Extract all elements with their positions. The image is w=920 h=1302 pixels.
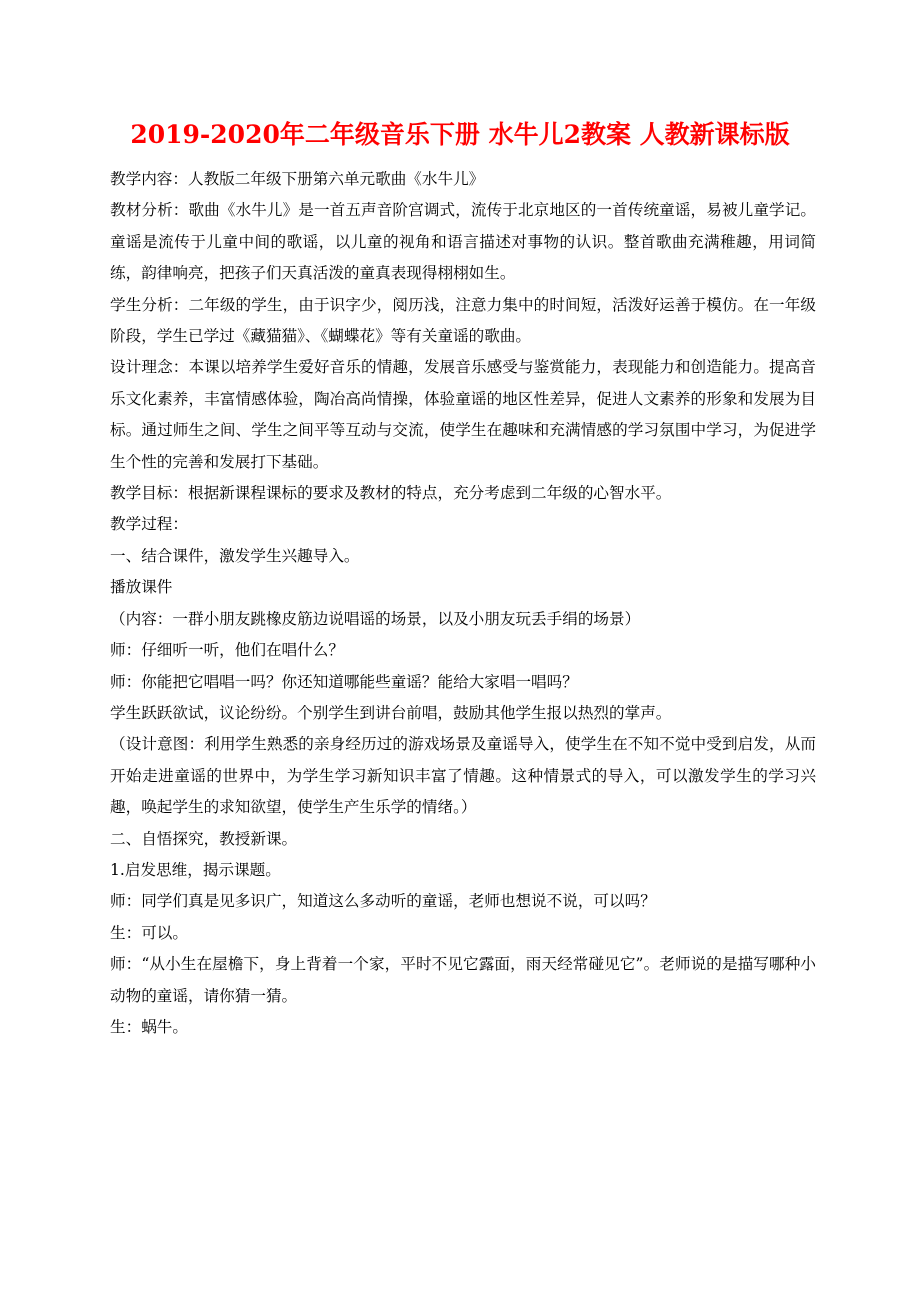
paragraph-courseware-content: （内容：一群小朋友跳橡皮筋边说唱谣的场景，以及小朋友玩丢手绢的场景）: [110, 609, 641, 628]
paragraph-teaching-goal: 教学目标：根据新课程课标的要求及教材的特点，充分考虑到二年级的心智水平。: [110, 484, 672, 503]
document-body: [110, 164, 816, 1043]
paragraph-play-courseware: 播放课件: [110, 578, 173, 597]
paragraph-material-analysis: 教材分析：歌曲《水牛儿》是一首五声音阶宫调式，流传于北京地区的一首传统童谣，易被儿童学记。童谣是流传于儿童中间的歌谣，以儿童的视角和语言描述对事物的认识。整首歌曲充满稚趣，用词简练，韵律响亮，把孩子们天真活泼的童真表现得栩栩如生。: [110, 201, 816, 283]
paragraph-content: 教学内容：人教版二年级下册第六单元歌曲《水牛儿》: [110, 170, 485, 188]
paragraph-student-line-2: 生：蜗牛。: [110, 1017, 188, 1036]
paragraph-teacher-line-3: 师：同学们真是见多识广，知道这么多动听的童谣，老师也想说不说，可以吗？: [110, 892, 656, 911]
paragraph-design-intent: （设计意图：利用学生熟悉的亲身经历过的游戏场景及童谣导入，使学生在不知不觉中受到启发，从而开始走进童谣的世界中，为学生学习新知识丰富了情趣。这种情景式的导入，可以激发学生的学习兴趣，唤起学生的求知欲望，使学生产生乐学的情绪。）: [110, 735, 816, 817]
paragraph-student-response: 学生跃跃欲试，议论纷纷。个别学生到讲台前唱，鼓励其他学生报以热烈的掌声。: [110, 703, 672, 722]
paragraph-section-two: 二、自悟探究，教授新课。: [110, 829, 298, 848]
paragraph-process-heading: 教学过程：: [110, 515, 188, 534]
paragraph-student-line-1: 生：可以。: [110, 923, 188, 942]
paragraph-teacher-line-2: 师：你能把它唱唱一吗？你还知道哪能些童谣？能给大家唱一唱吗？: [110, 672, 578, 691]
paragraph-student-analysis: 学生分析：二年级的学生，由于识字少，阅历浅，注意力集中的时间短，活泼好运善于模仿。在一年级阶段，学生已学过《藏猫猫》、《蝴蝶花》等有关童谣的歌曲。: [110, 295, 816, 346]
paragraph-teacher-riddle: 师：“从小生在屋檐下，身上背着一个家，平时不见它露面，雨天经常碰见它”。老师说的是描写哪种小动物的童谣，请你猜一猜。: [110, 955, 816, 1005]
paragraph-design-concept: 设计理念：本课以培养学生爱好音乐的情趣，发展音乐感受与鉴赏能力，表现能力和创造能力。提高音乐文化素养，丰富情感体验，陶冶高尚情操，体验童谣的地区性差异，促进人文素养的形象和发展为目标。通过师生之间、学生之间平等互动与交流，使学生在趣味和充满情感的学习氛围中学习，为促进学生个性的完善和发展打下基础。: [110, 358, 816, 471]
paragraph-section-one: 一、结合课件，激发学生兴趣导入。: [110, 546, 360, 565]
document-title: 2019-2020年二年级音乐下册 水牛儿2教案 人教新课标版: [130, 120, 790, 149]
paragraph-teacher-line-1: 师：仔细听一听，他们在唱什么？: [110, 641, 344, 660]
paragraph-step-one: 1.启发思维，揭示课题。: [110, 860, 281, 879]
